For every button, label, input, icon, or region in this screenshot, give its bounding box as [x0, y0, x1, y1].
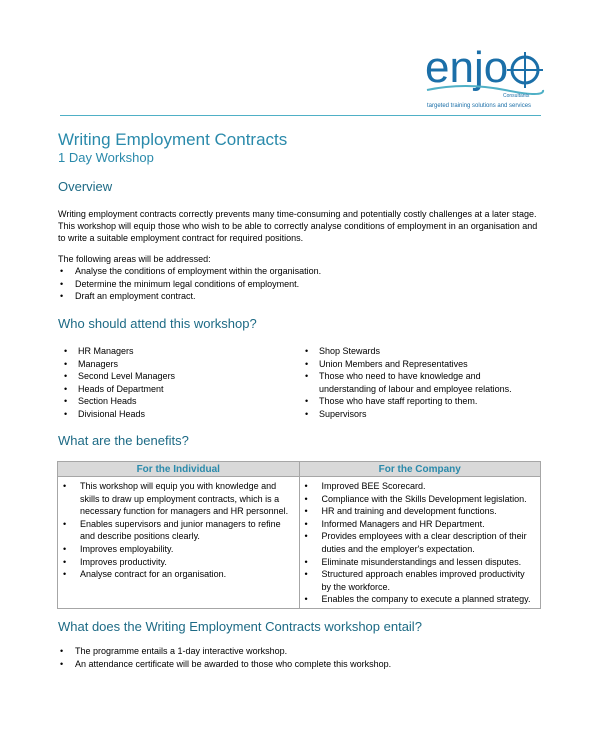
- logo-subtitle: Consultants: [503, 93, 530, 99]
- list-item: • Informed Managers and HR Department.: [300, 518, 541, 531]
- column-header-individual: For the Individual: [58, 462, 300, 477]
- list-item: • Enables the company to execute a planned strategy.: [300, 593, 541, 606]
- list-item: • Determine the minimum legal conditions of employment.: [58, 278, 321, 291]
- logo-graphic: [425, 40, 545, 110]
- list-item: • Those who need to have knowledge and understanding of labour and employee relations.: [303, 370, 518, 395]
- overview-list: [58, 265, 321, 303]
- list-item: • HR Managers: [62, 345, 292, 358]
- enjo-logo: [425, 40, 545, 110]
- list-item: • Heads of Department: [62, 383, 292, 396]
- overview-heading: Overview: [58, 179, 113, 194]
- list-item: • Managers: [62, 358, 292, 371]
- list-item: • Analyse contract for an organisation.: [58, 568, 299, 581]
- column-header-company: For the Company: [299, 462, 541, 477]
- overview-paragraph: Writing employment contracts correctly prevents many time-consuming and potentially costly challenges at a later stage. This workshop will equip those who wish to be able to correctly analyse conditions of employment in an organisation and to write a suitable employment contract for required positions.: [58, 209, 538, 243]
- list-item: • An attendance certificate will be awarded to those who complete this workshop.: [58, 658, 391, 671]
- list-item: • Shop Stewards: [303, 345, 518, 358]
- list-item: • Eliminate misunderstandings and lessen disputes.: [300, 556, 541, 569]
- entail-heading: What does the Writing Employment Contracts workshop entail?: [58, 619, 422, 634]
- logo-tagline: targeted training solutions and services: [427, 103, 532, 109]
- list-item: • Provides employees with a clear description of their duties and the employer's expectation.: [300, 530, 541, 555]
- list-item: • Structured approach enables improved productivity by the workforce.: [300, 568, 541, 593]
- logo-wordmark: enjo: [425, 43, 509, 92]
- header-divider: [60, 115, 541, 116]
- list-item: • Improved BEE Scorecard.: [300, 480, 541, 493]
- list-item: • Section Heads: [62, 395, 292, 408]
- page-subtitle: 1 Day Workshop: [58, 150, 154, 165]
- list-item: • Those who have staff reporting to them.: [303, 395, 518, 408]
- list-item: • Analyse the conditions of employment within the organisation.: [58, 265, 321, 278]
- entail-list: [58, 645, 391, 670]
- list-item: • Enables supervisors and junior managers to refine and describe positions clearly.: [58, 518, 299, 543]
- list-item: • Supervisors: [303, 408, 518, 421]
- list-item: • Improves productivity.: [58, 556, 299, 569]
- page-title: Writing Employment Contracts: [58, 130, 288, 149]
- attend-list-left: [62, 345, 292, 421]
- individual-cell: [58, 477, 300, 609]
- company-benefits-list: [300, 480, 541, 606]
- benefits-table: [57, 461, 541, 609]
- list-item: • HR and training and development functions.: [300, 505, 541, 518]
- overview-intro: The following areas will be addressed:: [58, 254, 211, 264]
- individual-benefits-list: [58, 480, 299, 581]
- list-item: • This workshop will equip you with knowledge and skills to draw up employment contracts, which is a necessary function for managers and HR personnel.: [58, 480, 299, 518]
- list-item: • Union Members and Representatives: [303, 358, 518, 371]
- benefits-heading: What are the benefits?: [58, 433, 189, 448]
- attend-list-right: [303, 345, 518, 421]
- list-item: • Compliance with the Skills Development legislation.: [300, 493, 541, 506]
- list-item: • Draft an employment contract.: [58, 290, 321, 303]
- list-item: • Second Level Managers: [62, 370, 292, 383]
- attend-heading: Who should attend this workshop?: [58, 316, 257, 331]
- list-item: • Divisional Heads: [62, 408, 292, 421]
- list-item: • The programme entails a 1-day interactive workshop.: [58, 645, 391, 658]
- list-item: • Improves employability.: [58, 543, 299, 556]
- company-cell: [299, 477, 541, 609]
